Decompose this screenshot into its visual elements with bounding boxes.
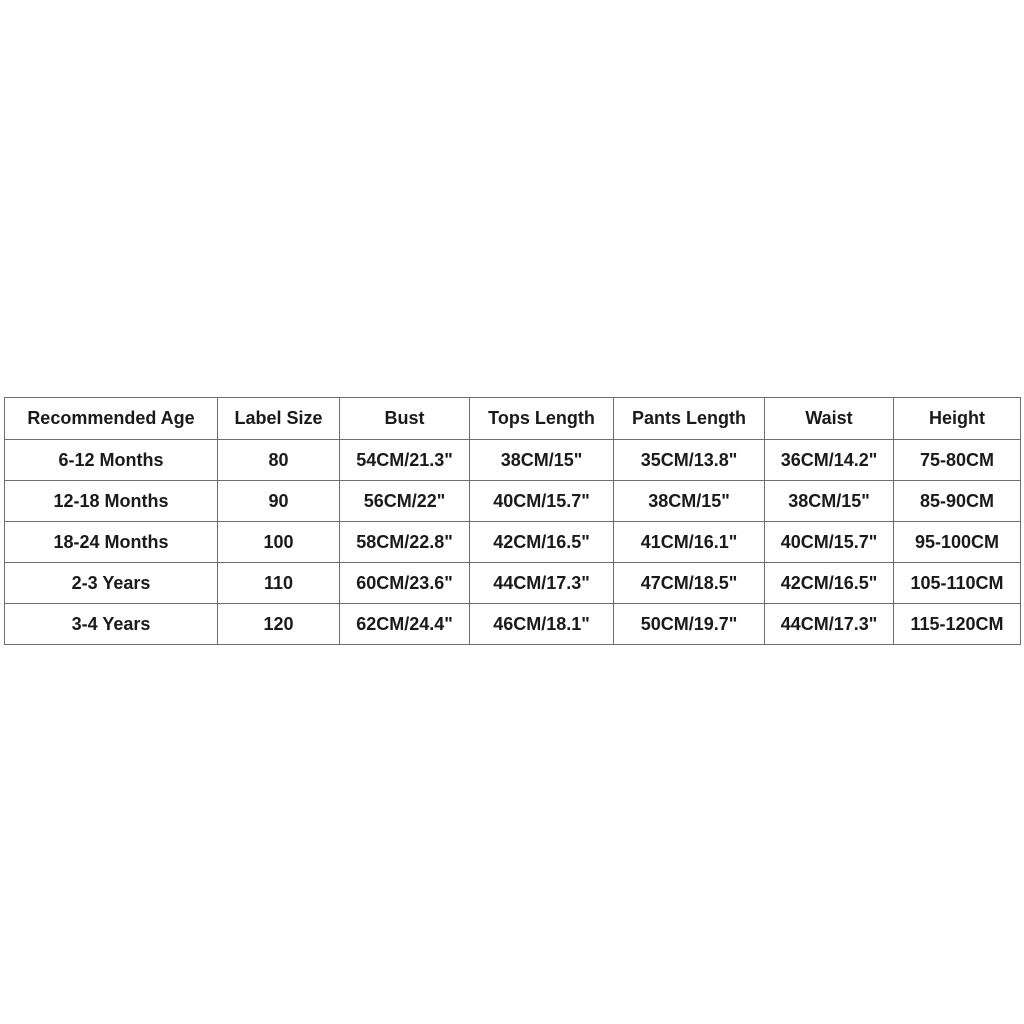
table-row [5, 563, 1021, 604]
header-waist: Waist [765, 398, 894, 440]
cell-pants-length: 35CM/13.8" [614, 440, 765, 481]
header-tops-length: Tops Length [470, 398, 614, 440]
cell-label-size: 120 [218, 604, 340, 645]
cell-bust: 54CM/21.3" [340, 440, 470, 481]
cell-pants-length: 50CM/19.7" [614, 604, 765, 645]
cell-age: 6-12 Months [5, 440, 218, 481]
cell-waist: 44CM/17.3" [765, 604, 894, 645]
header-bust: Bust [340, 398, 470, 440]
cell-height: 115-120CM [894, 604, 1021, 645]
header-label-size: Label Size [218, 398, 340, 440]
header-pants-length: Pants Length [614, 398, 765, 440]
cell-pants-length: 47CM/18.5" [614, 563, 765, 604]
cell-tops-length: 38CM/15" [470, 440, 614, 481]
cell-tops-length: 44CM/17.3" [470, 563, 614, 604]
cell-pants-length: 41CM/16.1" [614, 522, 765, 563]
cell-bust: 62CM/24.4" [340, 604, 470, 645]
cell-height: 85-90CM [894, 481, 1021, 522]
cell-label-size: 80 [218, 440, 340, 481]
size-chart-table [4, 397, 1021, 645]
cell-bust: 58CM/22.8" [340, 522, 470, 563]
cell-label-size: 90 [218, 481, 340, 522]
cell-height: 75-80CM [894, 440, 1021, 481]
header-recommended-age: Recommended Age [5, 398, 218, 440]
cell-label-size: 100 [218, 522, 340, 563]
table-row [5, 522, 1021, 563]
cell-age: 12-18 Months [5, 481, 218, 522]
cell-waist: 40CM/15.7" [765, 522, 894, 563]
cell-age: 3-4 Years [5, 604, 218, 645]
cell-height: 95-100CM [894, 522, 1021, 563]
table-row [5, 604, 1021, 645]
cell-tops-length: 46CM/18.1" [470, 604, 614, 645]
table-row [5, 481, 1021, 522]
cell-waist: 38CM/15" [765, 481, 894, 522]
cell-pants-length: 38CM/15" [614, 481, 765, 522]
cell-label-size: 110 [218, 563, 340, 604]
cell-age: 18-24 Months [5, 522, 218, 563]
cell-age: 2-3 Years [5, 563, 218, 604]
cell-height: 105-110CM [894, 563, 1021, 604]
table-row [5, 440, 1021, 481]
cell-waist: 36CM/14.2" [765, 440, 894, 481]
cell-bust: 60CM/23.6" [340, 563, 470, 604]
cell-bust: 56CM/22" [340, 481, 470, 522]
header-height: Height [894, 398, 1021, 440]
cell-tops-length: 40CM/15.7" [470, 481, 614, 522]
table-header-row [5, 398, 1021, 440]
cell-tops-length: 42CM/16.5" [470, 522, 614, 563]
cell-waist: 42CM/16.5" [765, 563, 894, 604]
